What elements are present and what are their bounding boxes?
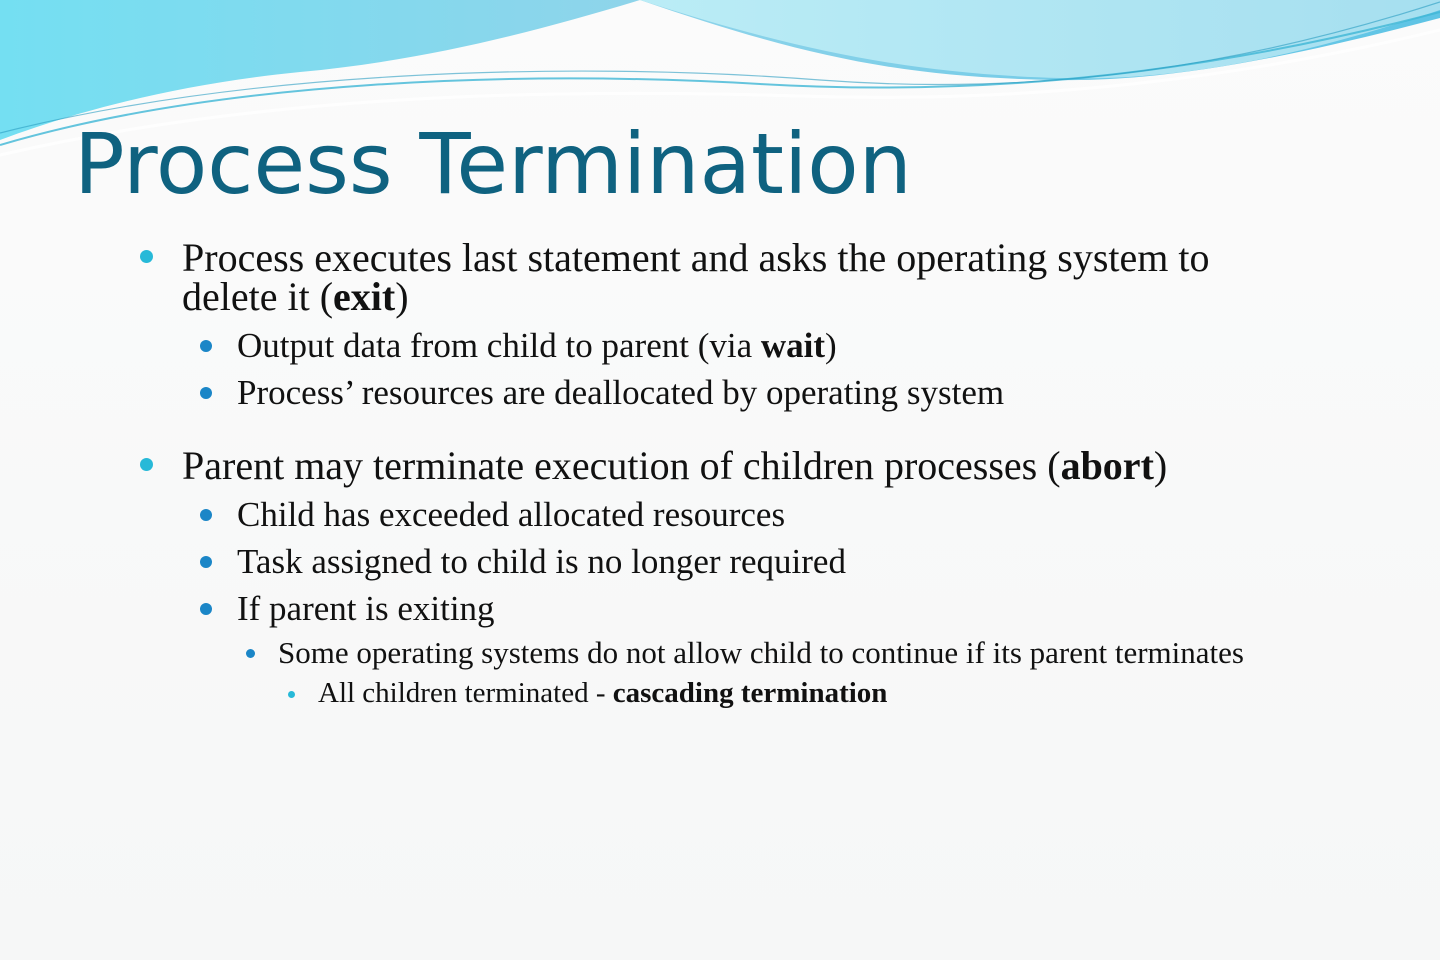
spacer: [140, 416, 1300, 446]
subsubbullet-text: Some operating systems do not allow child to continue if its parent terminates: [278, 635, 1244, 670]
bullet-dot-icon: [200, 603, 212, 615]
bullet-dot-icon: [140, 250, 153, 263]
subbullet-exceeded-resources: [195, 491, 1300, 538]
bullet-dot-icon: [288, 691, 295, 698]
bullet-text-end: ): [1153, 443, 1168, 488]
bullet-process-exit: [140, 235, 1300, 319]
slide-content: [140, 235, 1300, 710]
bullet-dot-icon: [200, 340, 212, 352]
subbullet-text: If parent is exiting: [237, 589, 495, 628]
subsubbullet-os-not-allow: [242, 636, 1300, 669]
subbullet-text: Process’ resources are deallocated by operating system: [237, 373, 1005, 412]
bullet-dot-icon: [200, 556, 212, 568]
subbullet-text: Child has exceeded allocated resources: [237, 495, 786, 534]
subsubsubbullet-text: All children terminated -: [318, 677, 613, 709]
bullet-dot-icon: [200, 387, 212, 399]
subsubsubbullet-cascading: [282, 677, 1300, 710]
subbullet-task-not-required: [195, 538, 1300, 585]
keyword-exit: exit: [333, 274, 396, 319]
bullet-text: Parent may terminate execution of children processes (: [182, 443, 1061, 488]
bullet-dot-icon: [140, 458, 153, 471]
bullet-text: Process executes last statement and asks the operating system to delete it (: [182, 235, 1210, 319]
bullet-text-end: ): [395, 274, 409, 319]
subbullet-text: Output data from child to parent (via: [237, 326, 761, 365]
subbullet-parent-exiting: [195, 585, 1300, 632]
bullet-dot-icon: [246, 649, 255, 658]
subbullet-resources-deallocated: [195, 369, 1300, 416]
subbullet-text-end: ): [825, 326, 837, 365]
bullet-parent-abort: [140, 443, 1300, 488]
slide-title: Process Termination: [74, 115, 912, 213]
keyword-abort: abort: [1060, 443, 1154, 488]
subbullet-output-data: [195, 322, 1300, 369]
keyword-wait: wait: [760, 326, 826, 365]
subbullet-text: Task assigned to child is no longer required: [237, 542, 846, 581]
keyword-cascading-termination: cascading termination: [612, 677, 888, 709]
bullet-dot-icon: [200, 509, 212, 521]
